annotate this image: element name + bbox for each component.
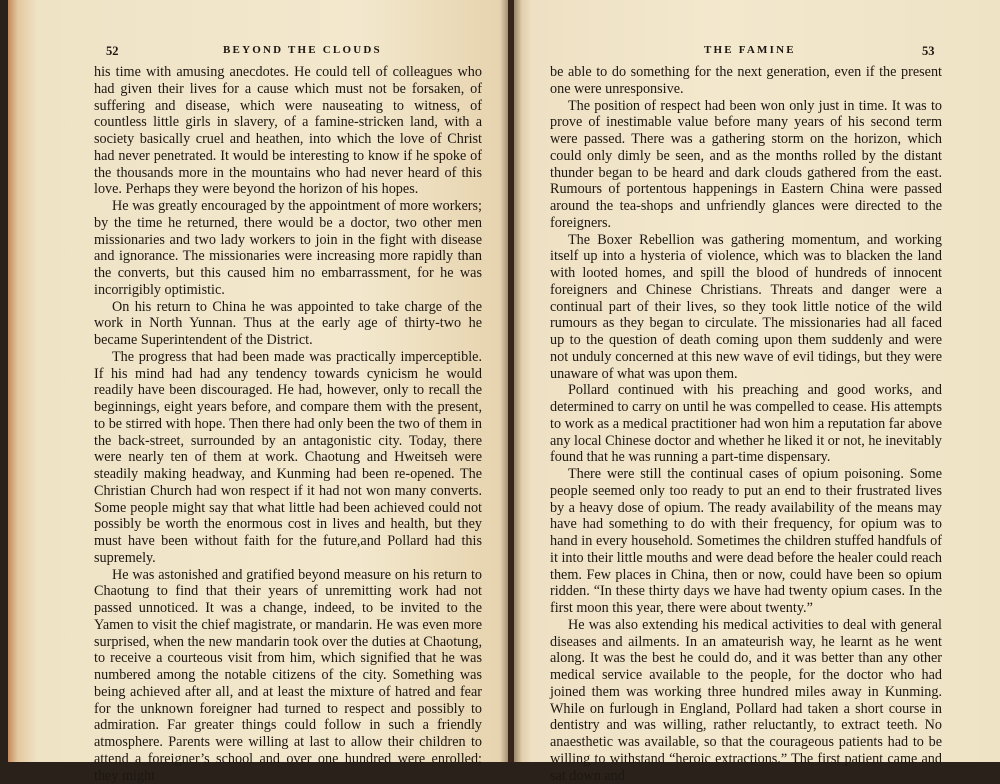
book-gutter (500, 0, 522, 762)
right-page (514, 0, 1000, 762)
paragraph: The progress that had been made was practically imperceptible. If his mind had had any tendency towards cynicism he would readily have been discouraged. He had, however, only to recall the beginnings, eight years before, and compare them with the present, to be stirred with hope. Then there had only been the two of them in the back-street, surrounded by an antagonistic city. Today, there were nearly ten of them at work. Chaotung and Hweitseh were steadily making headway, and Kunming had been re-opened. The Christian Church had won respect if it had not won many converts. Some people might say that what little had been achieved could not possibly be worth the enormous cost in lives and health, but they must have been without faith for the future,and Pollard had this supremely. (94, 349, 482, 567)
paragraph: Pollard continued with his preaching and good works, and determined to carry on until he was compelled to cease. His attempts to work as a medical practitioner had won him a reputation far above any local Chinese doctor and whether he liked it or not, he inevitably found that he was running a part-time dispensary. (550, 382, 942, 466)
page-number: 52 (106, 44, 119, 59)
paragraph: He was astonished and gratified beyond measure on his return to Chaotung to find that their years of unremitting work had not passed unnoticed. It was a change, indeed, to be invited to the Yamen to visit the chief magistrate, or mandarin. He was even more surprised, when the new mandarin took over the duties at Chaotung, to receive a courteous visit from him, which signified that he was numbered among the notable citizens of the city. Something was being achieved after all, and at least the mixture of hatred and fear for the unknown foreigner had turned to respect and possibly to admiration. Far greater things could follow in such a friendly atmosphere. Parents were willing at last to allow their children to attend a foreigner’s school and over one hundred were enrolled; they might (94, 567, 482, 784)
paragraph: There were still the continual cases of opium poisoning. Some people seemed only too ready to put an end to their frustrated lives by a heavy dose of opium. The ready availability of the means may have had something to do with their frequency, for opium was to hand in every household. Sometimes the children stuffed handfuls of it into their little mouths and were dead before the healer could reach them. Few places in China, then or now, could have been so opium ridden. “In these thirty days we have had twenty opium cases. In the first moon this year, there were about twenty.” (550, 466, 942, 617)
paragraph: He was greatly encouraged by the appointment of more workers; by the time he returned, there would be a doctor, two other men missionaries and two lady workers to join in the fight with disease and ignorance. The missionaries were increasing more rapidly than the converts, but this caused him no embarrassment, for he was incorrigibly optimistic. (94, 198, 482, 299)
running-head: BEYOND THE CLOUDS (223, 44, 382, 56)
paragraph: He was also extending his medical activities to deal with general diseases and ailments. In an amateurish way, he learnt as he went along. It was the best he could do, and it was better than any other medical service available to the people, for the doctor who had joined them was working three hundred miles away in Kunming. While on furlough in England, Pollard had taken a short course in dentistry and was willing, rather reluctantly, to extract teeth. No anaesthetic was available, so that the courageous patients had to be willing to withstand “heroic extractions.” The first patient came and sat down and (550, 617, 942, 784)
left-page (8, 0, 508, 762)
page-body (94, 64, 482, 784)
running-head: THE FAMINE (704, 44, 796, 56)
paragraph: On his return to China he was appointed to take charge of the work in North Yunnan. Thus at the early age of thirty-two he became Superintendent of the District. (94, 299, 482, 349)
paragraph: be able to do something for the next generation, even if the present one were unresponsive. (550, 64, 942, 98)
page-number: 53 (922, 44, 935, 59)
paragraph: his time with amusing anecdotes. He could tell of colleagues who had given their lives for a cause which must not be forsaken, of suffering and disease, which were nauseating to witness, of countless little girls in slavery, of a famine-stricken land, with a society basically cruel and heathen, into which the love of Christ had never penetrated. It would be interesting to know if he spoke of the thousands more in the mountains who had never heard of this love. Perhaps they were beyond the horizon of his hopes. (94, 64, 482, 198)
paragraph: The Boxer Rebellion was gathering momentum, and working itself up into a hysteria of violence, which was to blacken the land with looted homes, and spill the blood of hundreds of innocent foreigners and Chinese Christians. Threats and danger were a continual part of their lives, so they took little notice of the wild rumours as they began to circulate. The missionaries had all faced up to the question of death coming upon them suddenly and were not unduly concerned at this new wave of evil tidings, but they were unaware of what was upon them. (550, 232, 942, 383)
paragraph: The position of respect had been won only just in time. It was to prove of inestimable value before many years of his second term were passed. There was a gathering storm on the horizon, which could only dimly be seen, and as the months rolled by the distant thunder began to be heard and dark clouds gathered from the east. Rumours of portentous happenings in Eastern China were passed around the tea-shops and unfriendly glances were directed to the foreigners. (550, 98, 942, 232)
page-body (550, 64, 942, 784)
